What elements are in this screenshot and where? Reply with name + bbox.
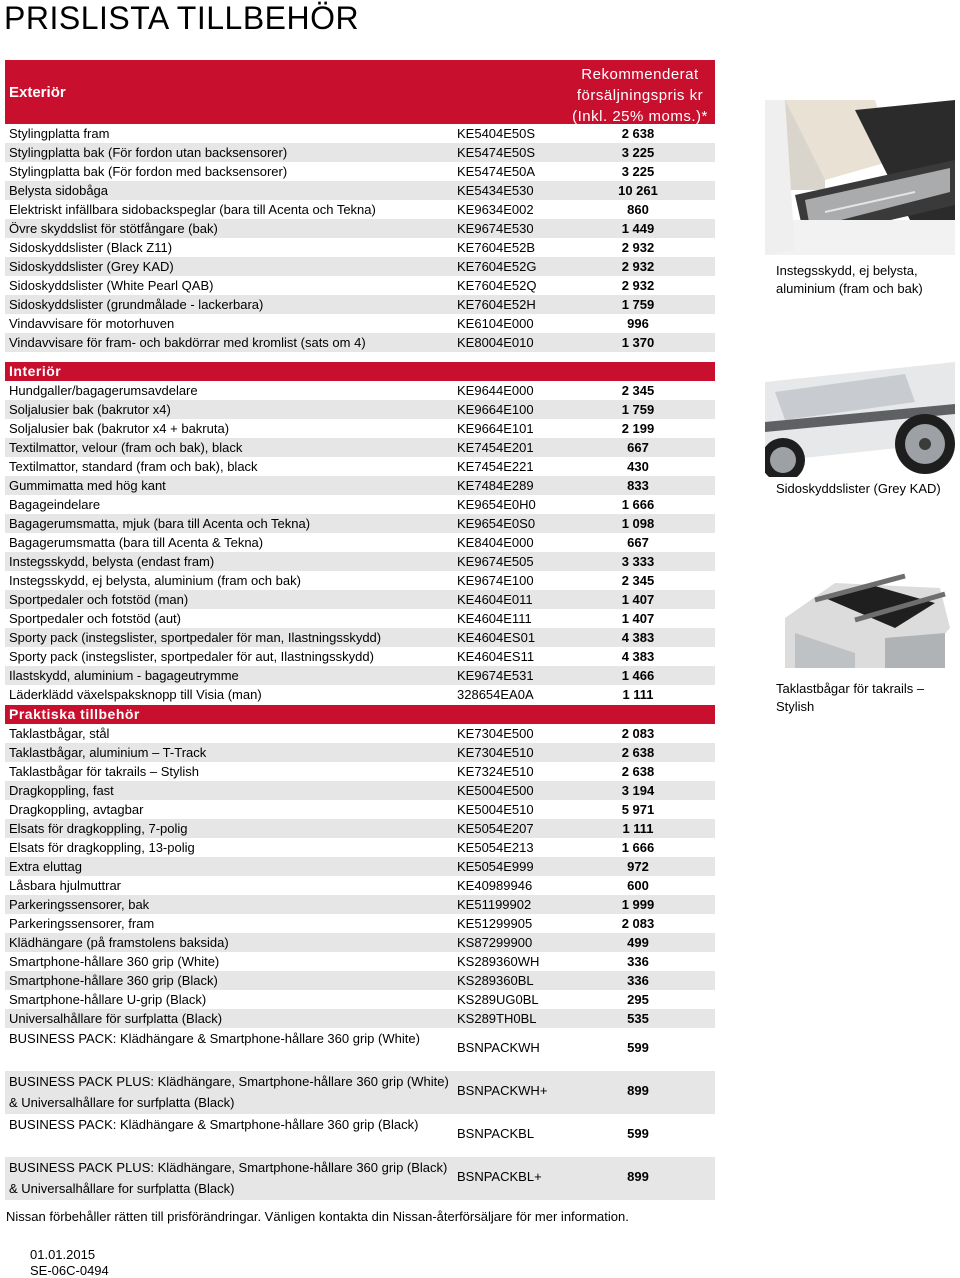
- practical-rows: [5, 724, 715, 1028]
- table-row: [5, 685, 715, 704]
- item-price: 3 225: [621, 164, 655, 179]
- side-molding-image: [765, 362, 955, 477]
- item-price: 2 345: [621, 573, 655, 588]
- item-price: 899: [627, 1169, 649, 1184]
- table-row: [5, 781, 715, 800]
- table-row: [5, 1114, 715, 1157]
- pack-rows: [5, 1028, 715, 1200]
- table-row: [5, 457, 715, 476]
- item-price: 3 225: [621, 145, 655, 160]
- table-row: [5, 971, 715, 990]
- price-table: [5, 60, 715, 1200]
- item-description: Parkeringssensorer, fram: [9, 916, 155, 931]
- item-price: 2 083: [621, 726, 655, 741]
- item-code: BSNPACKBL+: [457, 1169, 542, 1184]
- item-price: 4 383: [621, 630, 655, 645]
- item-description: Instegsskydd, belysta (endast fram): [9, 554, 215, 569]
- item-code: KE7604E52B: [457, 240, 536, 255]
- door-sill-image: [765, 100, 955, 255]
- roof-bars-caption: Taklastbågar för takrails – Stylish: [776, 681, 925, 714]
- item-description: BUSINESS PACK PLUS: Klädhängare, Smartphone-hållare 360 grip (White) & Universalhållare for surfplatta (Black): [9, 1074, 449, 1110]
- item-description: Gummimatta med hög kant: [9, 478, 166, 493]
- item-code: KE9674E505: [457, 554, 534, 569]
- item-price: 499: [627, 935, 649, 950]
- section-title-interior: Interiör: [5, 362, 715, 381]
- table-row: [5, 1071, 715, 1114]
- exterior-header: [5, 60, 715, 124]
- table-row: [5, 514, 715, 533]
- table-row: [5, 743, 715, 762]
- page-title: PRISLISTA TILLBEHÖR: [4, 0, 360, 36]
- item-description: Instegsskydd, ej belysta, aluminium (fram och bak): [9, 573, 301, 588]
- item-code: KS289360WH: [457, 954, 540, 969]
- item-price: 667: [627, 535, 649, 550]
- item-description: BUSINESS PACK: Klädhängare & Smartphone-hållare 360 grip (White): [9, 1031, 420, 1046]
- item-description: Textilmattor, velour (fram och bak), black: [9, 440, 243, 455]
- item-code: KE5474E50A: [457, 164, 536, 179]
- item-description: Ilastskydd, aluminium - bagageutrymme: [9, 668, 239, 683]
- item-price: 1 466: [621, 668, 655, 683]
- item-code: KE7454E221: [457, 459, 534, 474]
- item-description: Stylingplatta bak (För fordon med backsensorer): [9, 164, 288, 179]
- item-price: 336: [627, 954, 649, 969]
- item-code: KE7304E510: [457, 745, 534, 760]
- item-code: 328654EA0A: [457, 687, 534, 702]
- item-description: Universalhållare för surfplatta (Black): [9, 1011, 223, 1026]
- item-description: Vindavvisare för motorhuven: [9, 316, 175, 331]
- side-molding-caption: Sidoskyddslister (Grey KAD): [776, 481, 941, 496]
- table-row: [5, 952, 715, 971]
- item-description: Smartphone-hållare 360 grip (Black): [9, 973, 218, 988]
- table-row: [5, 990, 715, 1009]
- item-code: KE5054E213: [457, 840, 534, 855]
- item-code: KE5004E500: [457, 783, 534, 798]
- table-row: [5, 219, 715, 238]
- item-price: 3 333: [621, 554, 655, 569]
- table-row: [5, 590, 715, 609]
- item-price: 2 638: [621, 126, 655, 141]
- item-price: 1 370: [621, 335, 655, 350]
- item-price: 535: [627, 1011, 649, 1026]
- item-code: KE9674E530: [457, 221, 534, 236]
- item-code: KE7304E500: [457, 726, 534, 741]
- item-description: Sidoskyddslister (Black Z11): [9, 240, 173, 255]
- item-description: Bagageindelare: [9, 497, 101, 512]
- item-description: Elsats för dragkoppling, 13-polig: [9, 840, 195, 855]
- item-description: Stylingplatta fram: [9, 126, 110, 141]
- item-code: KE6104E000: [457, 316, 534, 331]
- table-row: [5, 476, 715, 495]
- item-price: 1 407: [621, 592, 655, 607]
- table-row: [5, 257, 715, 276]
- table-row: [5, 666, 715, 685]
- item-description: Bagagerumsmatta (bara till Acenta & Tekna): [9, 535, 264, 550]
- item-description: Taklastbågar, aluminium – T-Track: [9, 745, 207, 760]
- item-price: 430: [627, 459, 649, 474]
- item-price: 1 999: [621, 897, 655, 912]
- item-description: BUSINESS PACK PLUS: Klädhängare, Smartphone-hållare 360 grip (Black) & Universalhållare for surfplatta (Black): [9, 1160, 448, 1196]
- item-description: Smartphone-hållare U-grip (Black): [9, 992, 207, 1007]
- item-price: 972: [627, 859, 649, 874]
- item-description: Vindavvisare för fram- och bakdörrar med kromlist (sats om 4): [9, 335, 366, 350]
- item-description: Klädhängare (på framstolens baksida): [9, 935, 229, 950]
- item-code: KE7324E510: [457, 764, 534, 779]
- item-price: 1 449: [621, 221, 655, 236]
- table-row: [5, 552, 715, 571]
- table-row: [5, 895, 715, 914]
- item-code: KE8004E010: [457, 335, 534, 350]
- item-description: Sidoskyddslister (grundmålade - lackerbara): [9, 297, 264, 312]
- item-price: 667: [627, 440, 649, 455]
- table-row: [5, 838, 715, 857]
- item-price: 2 199: [621, 421, 655, 436]
- item-description: BUSINESS PACK: Klädhängare & Smartphone-hållare 360 grip (Black): [9, 1117, 419, 1132]
- footer-code: SE-06C-0494: [30, 1263, 109, 1278]
- item-price: 996: [627, 316, 649, 331]
- table-row: [5, 238, 715, 257]
- item-description: Taklastbågar, stål: [9, 726, 110, 741]
- table-row: [5, 276, 715, 295]
- item-price: 5 971: [621, 802, 655, 817]
- item-code: KE51199902: [457, 897, 532, 912]
- item-price: 599: [627, 1040, 649, 1055]
- door-sill-caption: Instegsskydd, ej belysta, aluminium (fram och bak): [776, 263, 923, 296]
- item-price: 2 932: [621, 278, 655, 293]
- item-price: 1 407: [621, 611, 655, 626]
- item-code: KE7604E52Q: [457, 278, 537, 293]
- item-price: 899: [627, 1083, 649, 1098]
- item-price: 1 759: [621, 402, 655, 417]
- item-price: 860: [627, 202, 649, 217]
- item-description: Extra eluttag: [9, 859, 82, 874]
- item-code: KE9664E100: [457, 402, 534, 417]
- table-row: [5, 381, 715, 400]
- table-row: [5, 628, 715, 647]
- item-description: Soljalusier bak (bakrutor x4): [9, 402, 171, 417]
- item-code: BSNPACKWH+: [457, 1083, 548, 1098]
- item-description: Elektriskt infällbara sidobackspeglar (bara till Acenta och Tekna): [9, 202, 376, 217]
- item-description: Sporty pack (instegslister, sportpedaler för man, Ilastningsskydd): [9, 630, 382, 645]
- item-price: 2 345: [621, 383, 655, 398]
- item-price: 2 932: [621, 240, 655, 255]
- item-description: Belysta sidobåga: [9, 183, 109, 198]
- item-price: 3 194: [621, 783, 655, 798]
- table-row: [5, 419, 715, 438]
- item-description: Textilmattor, standard (fram och bak), black: [9, 459, 258, 474]
- item-code: KS289360BL: [457, 973, 534, 988]
- interior-rows: [5, 381, 715, 704]
- item-description: Läderklädd växelspaksknopp till Visia (man): [9, 687, 262, 702]
- table-row: [5, 400, 715, 419]
- item-code: KE9664E101: [457, 421, 534, 436]
- exterior-rows: [5, 124, 715, 352]
- item-price: 2 932: [621, 259, 655, 274]
- item-code: KS289UG0BL: [457, 992, 539, 1007]
- item-code: KE5054E999: [457, 859, 534, 874]
- item-code: KE7604E52G: [457, 259, 537, 274]
- item-description: Smartphone-hållare 360 grip (White): [9, 954, 220, 969]
- table-row: [5, 571, 715, 590]
- table-row: [5, 200, 715, 219]
- item-code: KE7454E201: [457, 440, 534, 455]
- item-price: 1 111: [622, 687, 654, 702]
- table-row: [5, 314, 715, 333]
- roof-bars-image: [765, 558, 955, 673]
- item-description: Stylingplatta bak (För fordon utan backsensorer): [9, 145, 288, 160]
- table-row: [5, 143, 715, 162]
- table-row: [5, 609, 715, 628]
- item-price: 1 759: [621, 297, 655, 312]
- table-row: [5, 181, 715, 200]
- item-price: 1 666: [621, 497, 655, 512]
- item-code: KE4604ES01: [457, 630, 536, 645]
- item-price: 1 098: [621, 516, 655, 531]
- footer-date: 01.01.2015: [30, 1247, 96, 1262]
- item-price: 295: [627, 992, 649, 1007]
- item-code: KE8404E000: [457, 535, 534, 550]
- item-description: Dragkoppling, avtagbar: [9, 802, 144, 817]
- item-code: KS289TH0BL: [457, 1011, 537, 1026]
- section-title-practical: Praktiska tillbehör: [5, 705, 715, 724]
- item-code: KE5404E50S: [457, 126, 536, 141]
- recommended-price-header: Rekommenderat försäljningspris kr (Inkl. 25% moms.)*: [572, 66, 708, 125]
- item-description: Parkeringssensorer, bak: [9, 897, 150, 912]
- item-price: 599: [627, 1126, 649, 1141]
- table-row: [5, 1009, 715, 1028]
- item-description: Låsbara hjulmuttrar: [9, 878, 121, 893]
- item-code: KE9634E002: [457, 202, 534, 217]
- item-code: KS87299900: [457, 935, 533, 950]
- item-price: 2 083: [621, 916, 655, 931]
- item-description: Dragkoppling, fast: [9, 783, 114, 798]
- item-description: Bagagerumsmatta, mjuk (bara till Acenta och Tekna): [9, 516, 311, 531]
- item-description: Sporty pack (instegslister, sportpedaler för aut, Ilastningsskydd): [9, 649, 374, 664]
- disclaimer: Nissan förbehåller rätten till prisförändringar. Vänligen kontakta din Nissan-återförsäljare för mer information.: [6, 1209, 629, 1224]
- item-description: Elsats för dragkoppling, 7-polig: [9, 821, 188, 836]
- item-code: KE9674E531: [457, 668, 534, 683]
- table-row: [5, 295, 715, 314]
- table-row: [5, 533, 715, 552]
- table-row: [5, 876, 715, 895]
- item-code: BSNPACKBL: [457, 1126, 535, 1141]
- table-row: [5, 1157, 715, 1200]
- item-code: BSNPACKWH: [457, 1040, 540, 1055]
- item-price: 600: [627, 878, 649, 893]
- table-row: [5, 495, 715, 514]
- item-price: 833: [627, 478, 649, 493]
- item-code: KE4604E111: [457, 611, 532, 626]
- table-row: [5, 762, 715, 781]
- item-code: KE5054E207: [457, 821, 534, 836]
- item-description: Taklastbågar för takrails – Stylish: [9, 764, 200, 779]
- item-code: KE4604ES11: [457, 649, 535, 664]
- table-row: [5, 333, 715, 352]
- item-price: 2 638: [621, 745, 655, 760]
- item-price: 336: [627, 973, 649, 988]
- table-row: [5, 933, 715, 952]
- item-price: 10 261: [618, 183, 658, 198]
- item-code: KE5004E510: [457, 802, 534, 817]
- table-row: [5, 162, 715, 181]
- table-row: [5, 724, 715, 743]
- item-description: Övre skyddslist för stötfångare (bak): [9, 221, 218, 236]
- item-price: 1 666: [621, 840, 655, 855]
- table-row: [5, 819, 715, 838]
- item-code: KE9644E000: [457, 383, 534, 398]
- table-row: [5, 647, 715, 666]
- table-row: [5, 800, 715, 819]
- item-description: Soljalusier bak (bakrutor x4 + bakruta): [9, 421, 230, 436]
- item-code: KE40989946: [457, 878, 533, 893]
- item-description: Sidoskyddslister (Grey KAD): [9, 259, 174, 274]
- table-row: [5, 1028, 715, 1071]
- item-description: Sportpedaler och fotstöd (man): [9, 592, 189, 607]
- item-code: KE7604E52H: [457, 297, 536, 312]
- item-code: KE51299905: [457, 916, 533, 931]
- item-price: 1 111: [622, 821, 654, 836]
- item-code: KE4604E011: [457, 592, 533, 607]
- item-description: Sidoskyddslister (White Pearl QAB): [9, 278, 214, 293]
- item-code: KE5474E50S: [457, 145, 536, 160]
- item-price: 4 383: [621, 649, 655, 664]
- item-description: Hundgaller/bagagerumsavdelare: [9, 383, 198, 398]
- item-code: KE7484E289: [457, 478, 534, 493]
- table-row: [5, 124, 715, 143]
- section-title-exterior: Exteriör: [9, 84, 66, 101]
- item-code: KE5434E530: [457, 183, 534, 198]
- table-row: [5, 438, 715, 457]
- item-price: 2 638: [621, 764, 655, 779]
- item-description: Sportpedaler och fotstöd (aut): [9, 611, 181, 626]
- item-code: KE9654E0H0: [457, 497, 536, 512]
- item-code: KE9674E100: [457, 573, 534, 588]
- table-row: [5, 914, 715, 933]
- table-row: [5, 857, 715, 876]
- item-code: KE9654E0S0: [457, 516, 536, 531]
